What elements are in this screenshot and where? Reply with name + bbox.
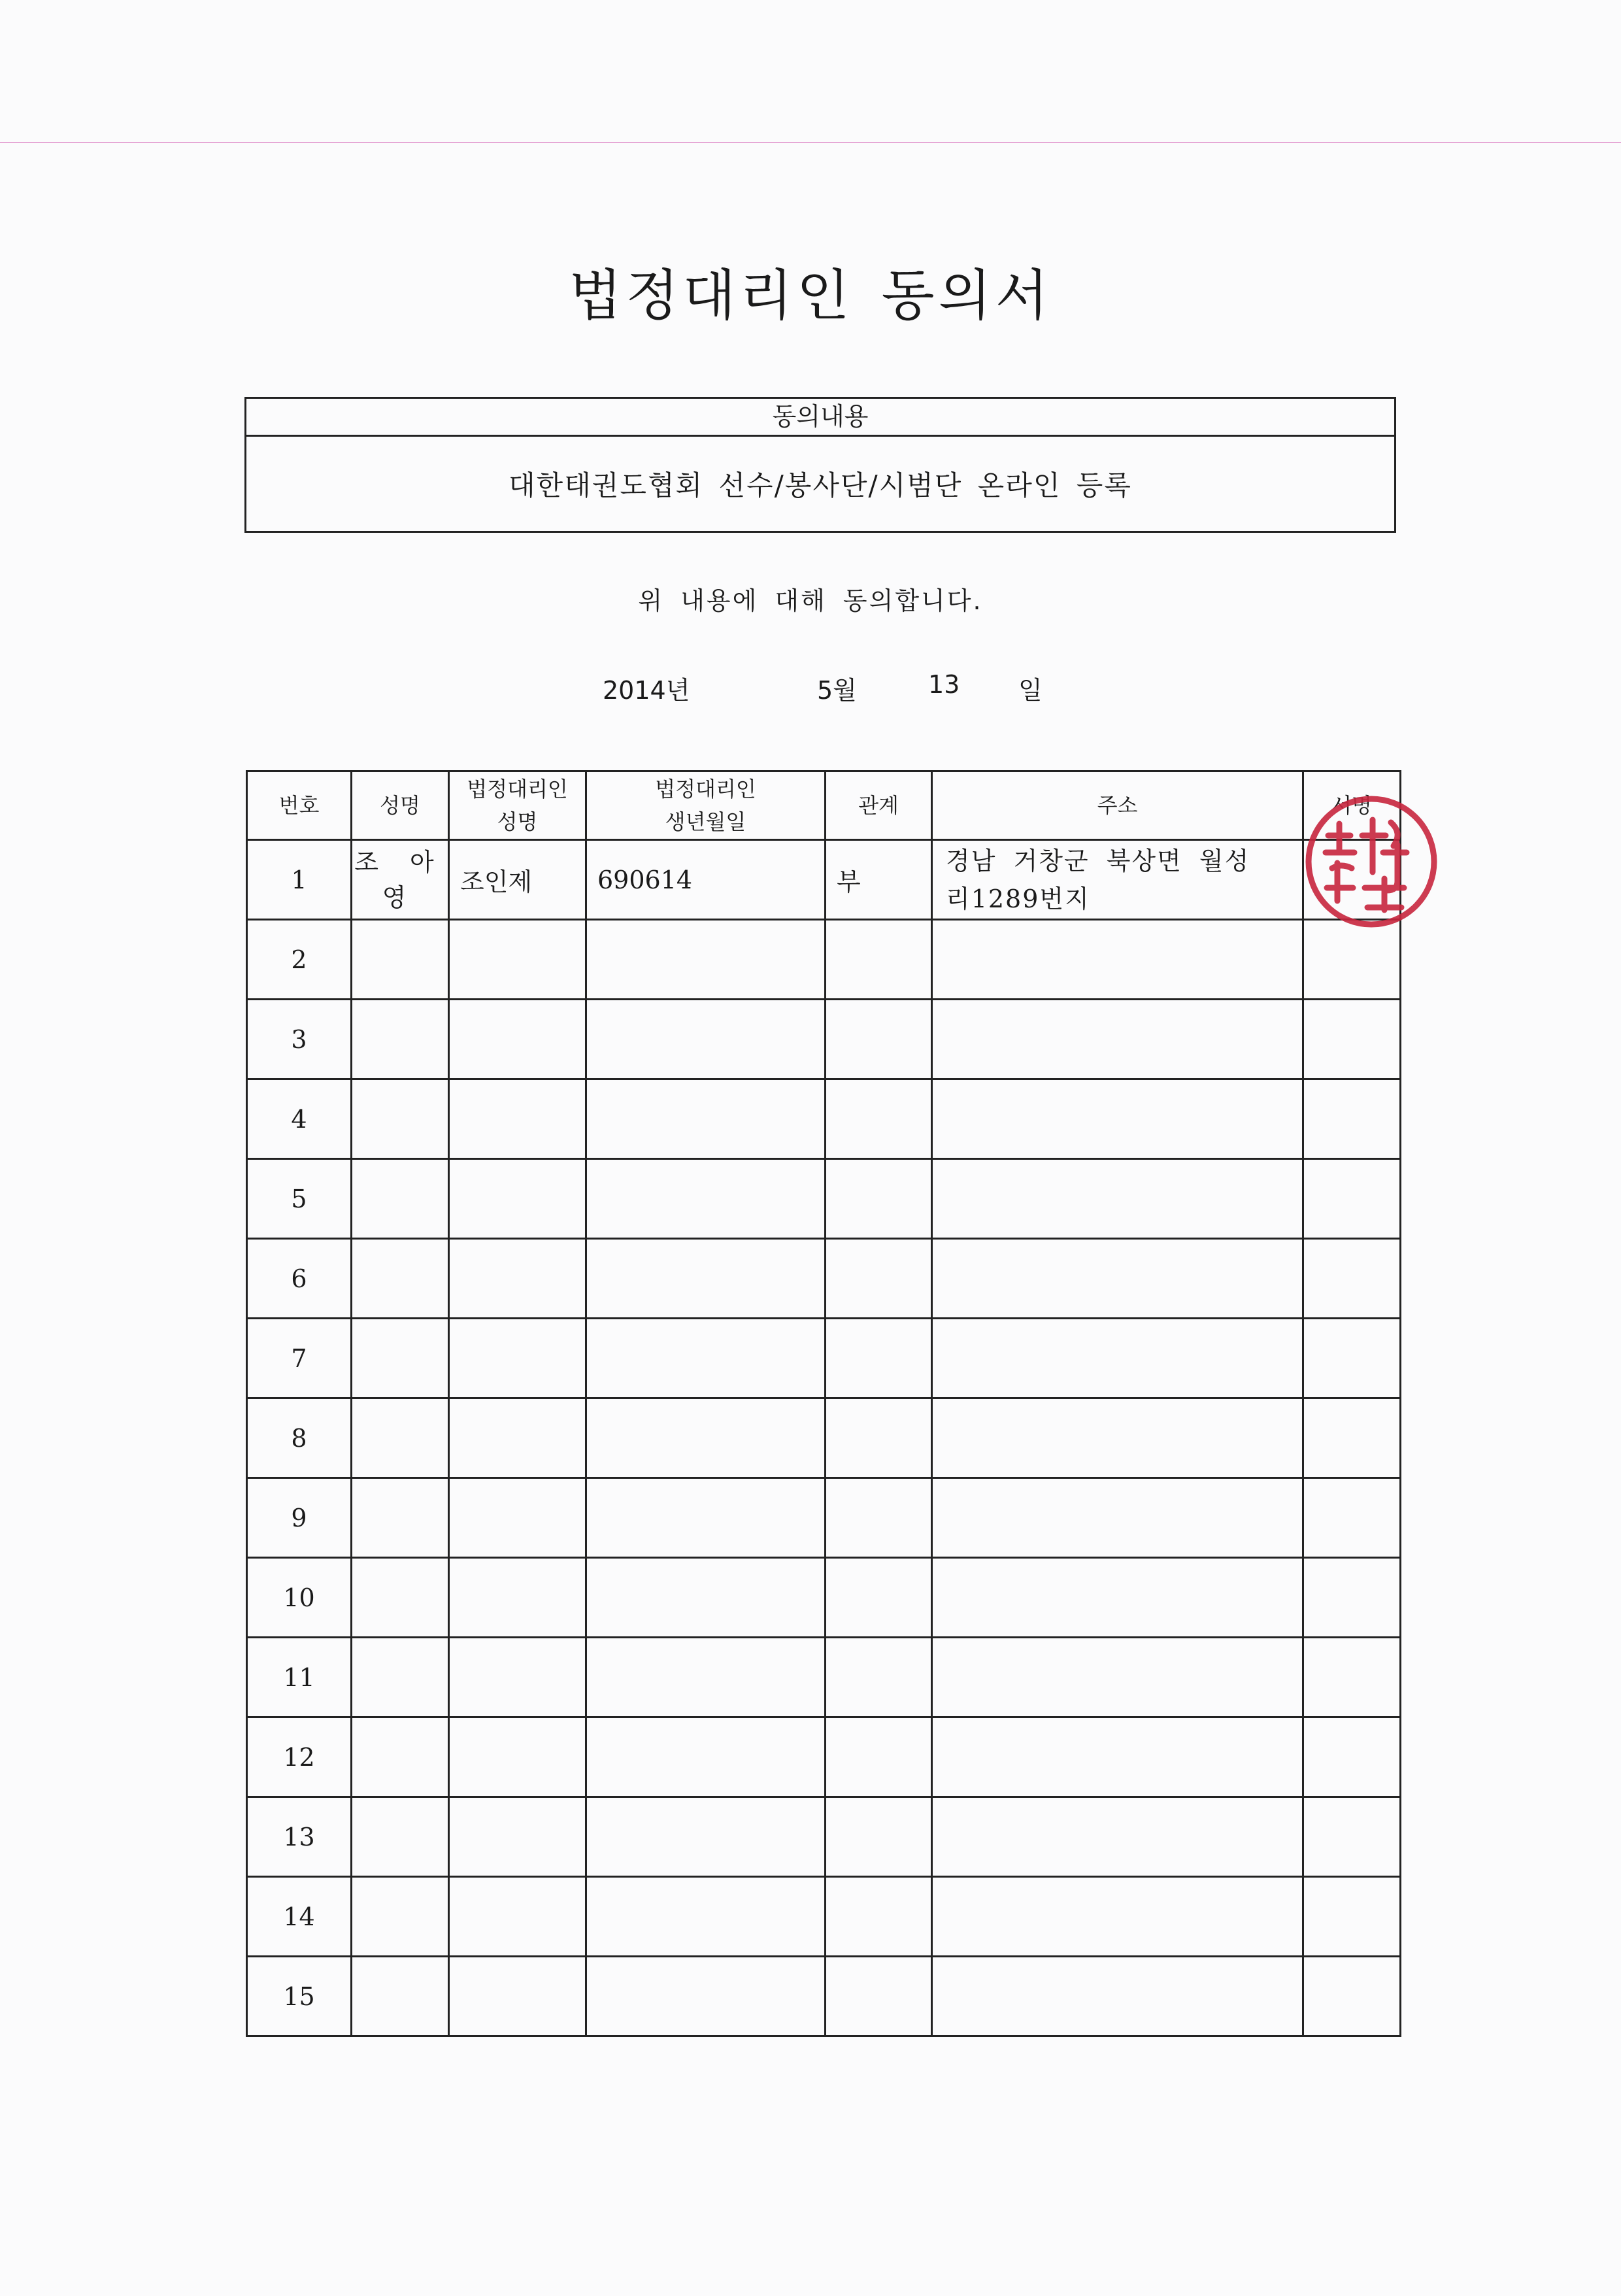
row-name <box>352 1000 449 1079</box>
header-number: 번호 <box>247 771 352 840</box>
row-name <box>352 1957 449 2036</box>
table-row <box>247 920 1401 1000</box>
row-relation <box>826 1957 932 2036</box>
row-signature <box>1303 1797 1401 1877</box>
row-name <box>352 840 449 920</box>
header-signature: 서명 <box>1303 771 1401 840</box>
row-name-line2: 영 <box>382 883 418 912</box>
row-guardian-name <box>449 1717 586 1797</box>
consent-box <box>244 397 1396 533</box>
row-guardian-birth <box>586 1159 826 1239</box>
table-row <box>247 1478 1401 1558</box>
table-row <box>247 1398 1401 1478</box>
row-relation <box>826 1717 932 1797</box>
row-number: 3 <box>247 1000 352 1079</box>
table-row <box>247 1239 1401 1319</box>
row-relation <box>826 1797 932 1877</box>
row-address <box>932 1877 1303 1957</box>
header-address: 주소 <box>932 771 1303 840</box>
document-title: 법정대리인 동의서 <box>569 263 1052 328</box>
date-day-suffix: 일 <box>1018 676 1043 705</box>
row-signature <box>1303 1478 1401 1558</box>
header-guardian-birth <box>586 771 826 840</box>
row-number: 5 <box>247 1159 352 1239</box>
row-address <box>932 1159 1303 1239</box>
header-guardian-name <box>449 771 586 840</box>
row-name <box>352 1478 449 1558</box>
row-guardian-name <box>449 1079 586 1159</box>
row-relation <box>826 920 932 1000</box>
row-signature <box>1303 1079 1401 1159</box>
header-guardian-name-line2: 성명 <box>497 809 538 834</box>
row-relation <box>826 1638 932 1717</box>
table-row <box>247 1319 1401 1398</box>
row-number: 1 <box>247 840 352 920</box>
row-signature <box>1303 1717 1401 1797</box>
row-guardian-birth <box>586 1957 826 2036</box>
row-number: 9 <box>247 1478 352 1558</box>
row-number: 2 <box>247 920 352 1000</box>
row-guardian-birth <box>586 1000 826 1079</box>
row-name <box>352 920 449 1000</box>
table-row <box>247 1638 1401 1717</box>
agreement-statement: 위 내용에 대해 동의합니다. <box>638 586 983 615</box>
row-name <box>352 1877 449 1957</box>
row-signature <box>1303 1398 1401 1478</box>
header-name: 성명 <box>352 771 449 840</box>
table-row <box>247 840 1401 920</box>
row-address <box>932 1957 1303 2036</box>
row-number: 10 <box>247 1558 352 1638</box>
row-address <box>932 1797 1303 1877</box>
row-guardian-name <box>449 1319 586 1398</box>
row-relation <box>826 1000 932 1079</box>
row-guardian-name <box>449 1159 586 1239</box>
header-guardian-name-line1: 법정대리인 <box>467 777 568 802</box>
row-signature <box>1303 1957 1401 2036</box>
row-guardian-name <box>449 920 586 1000</box>
row-guardian-birth <box>586 1638 826 1717</box>
row-address <box>932 1398 1303 1478</box>
row-guardian-birth: 690614 <box>586 840 826 920</box>
row-name <box>352 1797 449 1877</box>
row-guardian-name <box>449 1478 586 1558</box>
row-name <box>352 1398 449 1478</box>
row-address-line2: 리1289번지 <box>946 884 1090 913</box>
row-guardian-birth <box>586 1558 826 1638</box>
row-name <box>352 1558 449 1638</box>
row-guardian-birth <box>586 1239 826 1319</box>
row-guardian-birth <box>586 1398 826 1478</box>
table-row <box>247 1159 1401 1239</box>
date-month: 5월 <box>817 676 857 705</box>
row-signature <box>1303 1877 1401 1957</box>
row-name-line1: 조 아 <box>354 847 446 877</box>
row-guardian-name <box>449 1638 586 1717</box>
row-number: 6 <box>247 1239 352 1319</box>
row-address <box>932 1239 1303 1319</box>
table-row <box>247 1558 1401 1638</box>
row-guardian-birth <box>586 1877 826 1957</box>
consent-header: 동의내용 <box>246 399 1394 437</box>
row-signature <box>1303 1159 1401 1239</box>
row-guardian-birth <box>586 920 826 1000</box>
registration-table <box>246 770 1401 2037</box>
row-signature <box>1303 1319 1401 1398</box>
row-guardian-name <box>449 1398 586 1478</box>
row-number: 7 <box>247 1319 352 1398</box>
row-relation <box>826 1877 932 1957</box>
row-address <box>932 1558 1303 1638</box>
row-address <box>932 840 1303 920</box>
table-row <box>247 1079 1401 1159</box>
row-name <box>352 1319 449 1398</box>
row-address <box>932 1717 1303 1797</box>
table-row <box>247 1877 1401 1957</box>
row-relation <box>826 1079 932 1159</box>
table-header-row <box>247 771 1401 840</box>
row-number: 8 <box>247 1398 352 1478</box>
row-signature <box>1303 1239 1401 1319</box>
row-guardian-name <box>449 1877 586 1957</box>
row-relation: 부 <box>826 840 932 920</box>
row-address <box>932 1319 1303 1398</box>
row-guardian-birth <box>586 1478 826 1558</box>
header-relation: 관계 <box>826 771 932 840</box>
table-row <box>247 1797 1401 1877</box>
row-signature <box>1303 1000 1401 1079</box>
row-number: 11 <box>247 1638 352 1717</box>
row-name <box>352 1239 449 1319</box>
row-name <box>352 1159 449 1239</box>
row-relation <box>826 1558 932 1638</box>
row-guardian-name <box>449 1239 586 1319</box>
row-guardian-name <box>449 1558 586 1638</box>
row-relation <box>826 1239 932 1319</box>
row-relation <box>826 1319 932 1398</box>
table-row <box>247 1957 1401 2036</box>
row-number: 4 <box>247 1079 352 1159</box>
row-number: 14 <box>247 1877 352 1957</box>
row-name <box>352 1638 449 1717</box>
row-address <box>932 1478 1303 1558</box>
header-guardian-birth-line1: 법정대리인 <box>655 777 756 802</box>
row-number: 12 <box>247 1717 352 1797</box>
date-day: 13 <box>928 670 960 699</box>
row-guardian-birth <box>586 1717 826 1797</box>
row-signature <box>1303 1558 1401 1638</box>
consent-body: 대한태권도협회 선수/봉사단/시범단 온라인 등록 <box>509 469 1132 501</box>
row-number: 13 <box>247 1797 352 1877</box>
row-address <box>932 1079 1303 1159</box>
row-address <box>932 1000 1303 1079</box>
table-row <box>247 1717 1401 1797</box>
page-top-rule <box>0 142 1621 143</box>
table-row <box>247 1000 1401 1079</box>
row-guardian-birth <box>586 1319 826 1398</box>
row-guardian-birth <box>586 1079 826 1159</box>
row-number: 15 <box>247 1957 352 2036</box>
row-guardian-name <box>449 1957 586 2036</box>
seal-stamp-icon <box>1299 790 1443 934</box>
row-signature <box>1303 1638 1401 1717</box>
row-address-line1: 경남 거창군 북상면 월성 <box>946 846 1250 875</box>
row-name <box>352 1079 449 1159</box>
row-relation <box>826 1159 932 1239</box>
row-guardian-birth <box>586 1797 826 1877</box>
row-address <box>932 920 1303 1000</box>
date-year: 2014년 <box>603 676 690 705</box>
seal-glyph-left <box>1326 824 1354 901</box>
row-address <box>932 1638 1303 1717</box>
row-name <box>352 1717 449 1797</box>
row-relation <box>826 1398 932 1478</box>
row-relation <box>826 1478 932 1558</box>
row-guardian-name <box>449 1797 586 1877</box>
header-guardian-birth-line2: 생년월일 <box>665 809 746 834</box>
row-guardian-name <box>449 1000 586 1079</box>
row-guardian-name: 조인제 <box>449 840 586 920</box>
